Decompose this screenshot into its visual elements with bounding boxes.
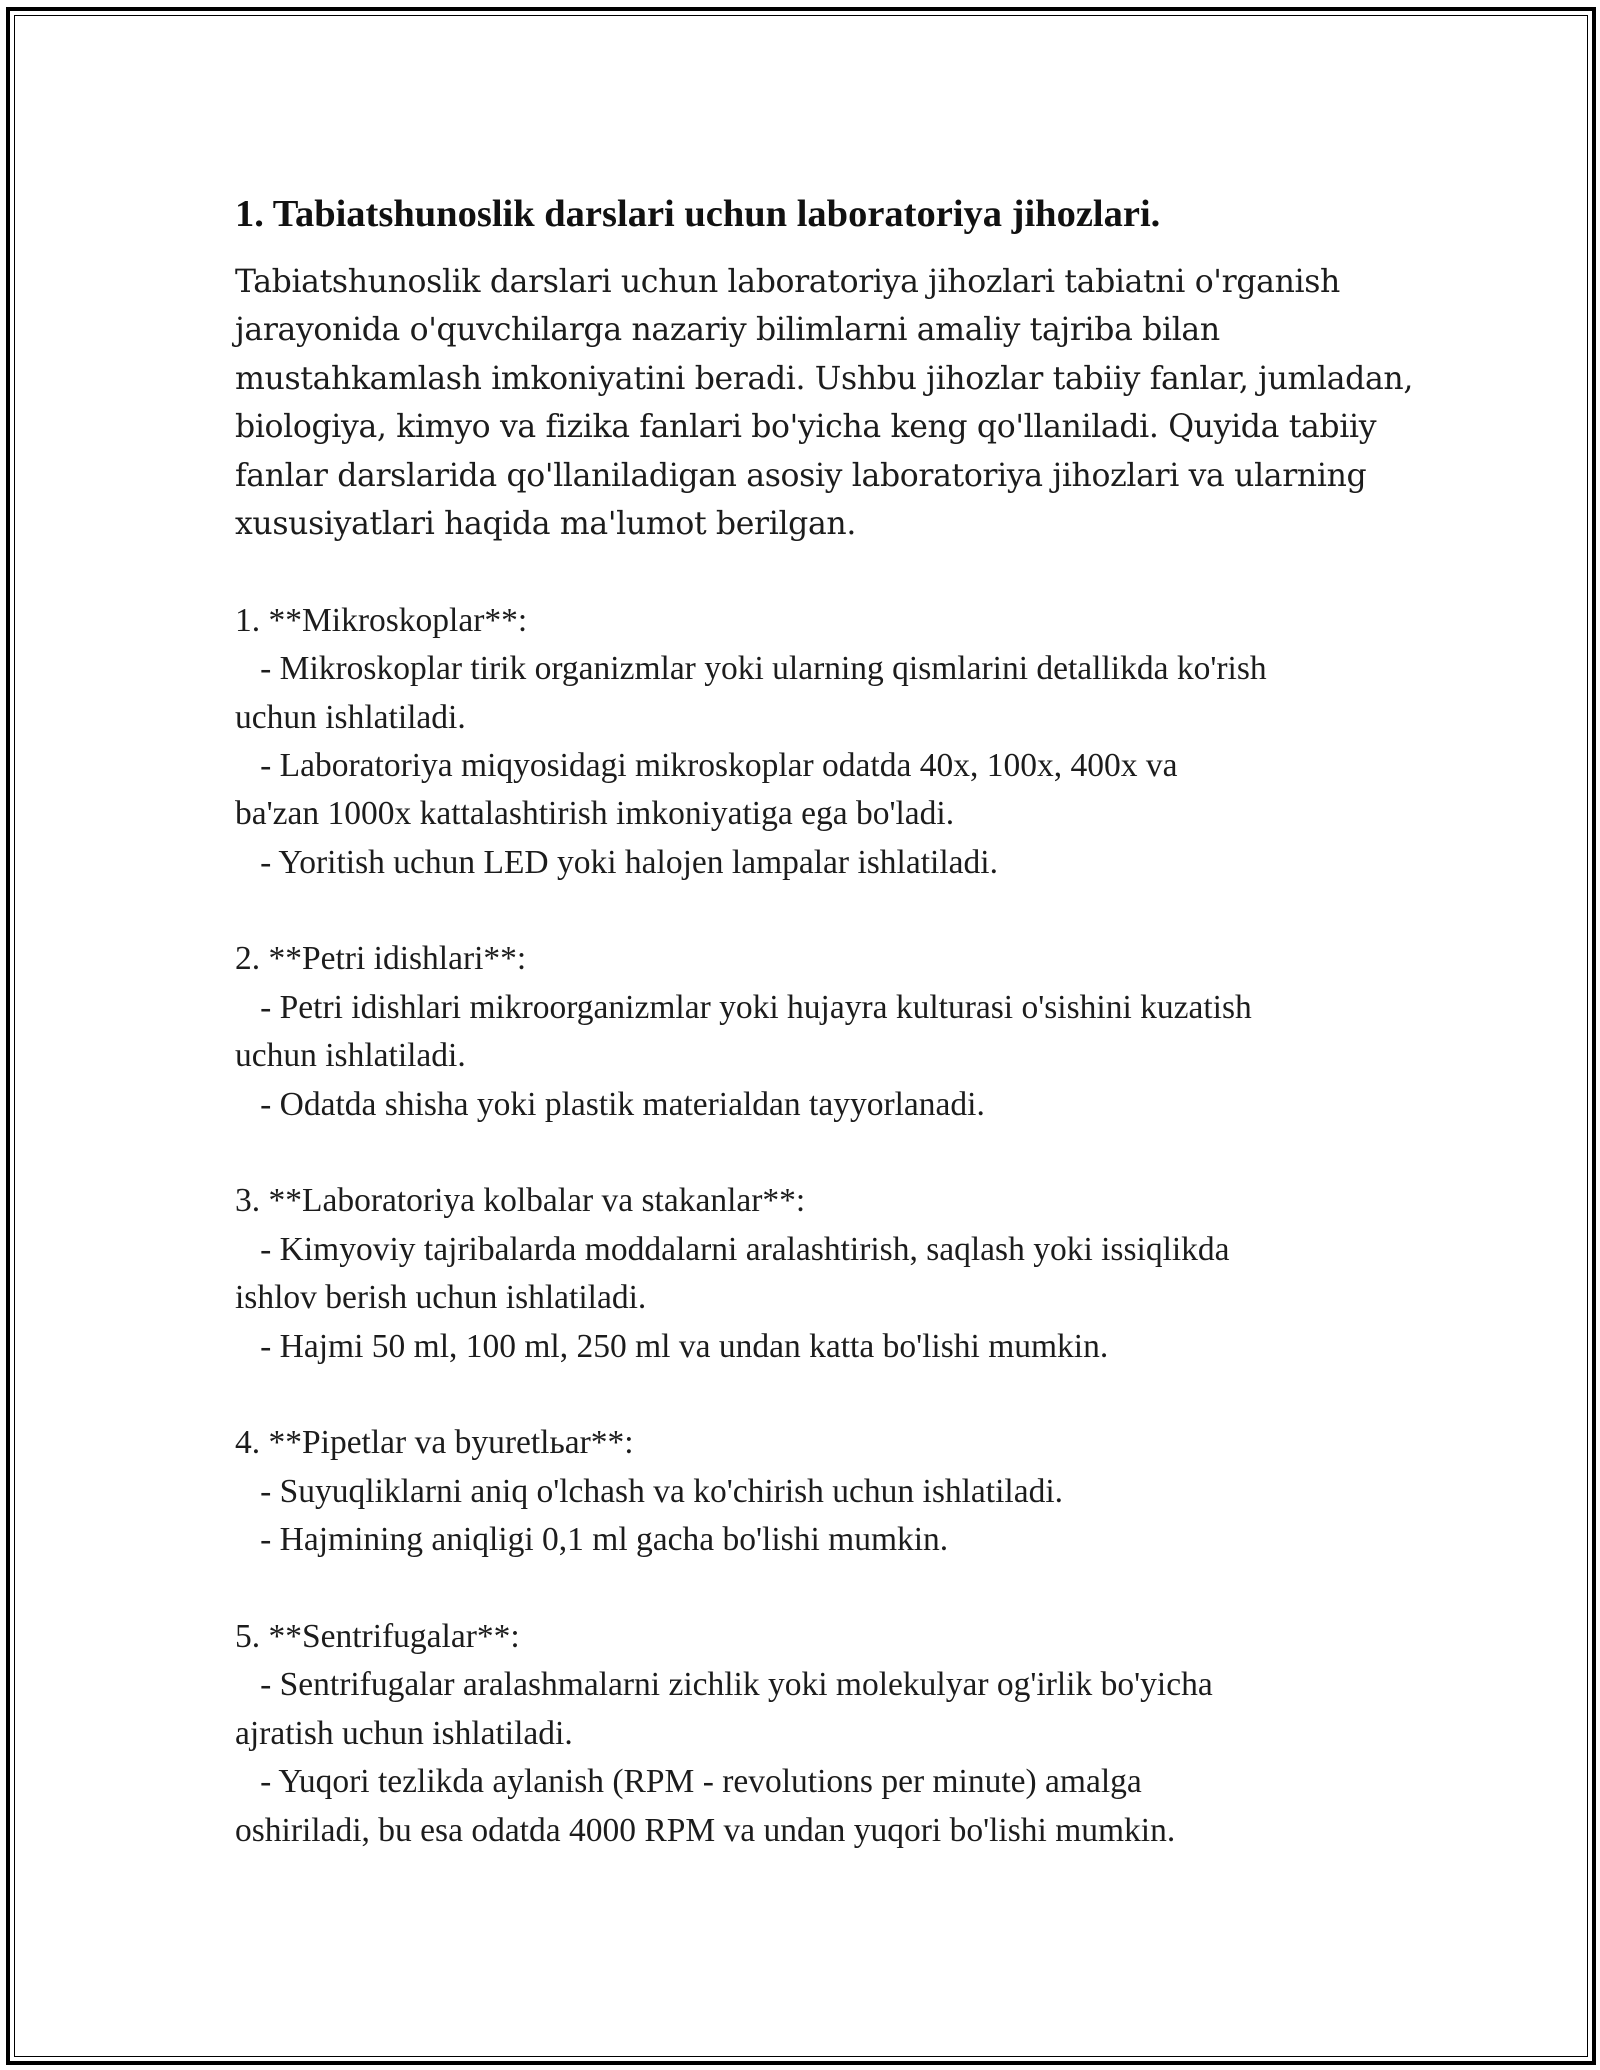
- document-body: [235, 258, 1414, 1855]
- intro-line: xususiyatlari haqida ma'lumot berilgan.: [235, 505, 857, 542]
- section-line: - Laboratoriya miqyosidagi mikroskoplar odatda 40x, 100x, 400x va: [235, 746, 1178, 784]
- paragraph-spacer: [235, 1371, 1385, 1419]
- document-title: 1. Tabiatshunoslik darslari uchun laboratoriya jihozlari.: [235, 193, 1161, 235]
- intro-line: biologiya, kimyo va fizika fanlari bo'yicha keng qo'llaniladi. Quyida tabiiy: [235, 409, 1377, 446]
- section-line: - Odatda shisha yoki plastik materialdan tayyorlanadi.: [235, 1085, 985, 1123]
- section-line: uchun ishlatiladi.: [235, 698, 466, 736]
- section-line: - Hajmining aniqligi 0,1 ml gacha bo'lishi mumkin.: [235, 1521, 949, 1559]
- section-line: - Kimyoviy tajribalarda moddalarni aralashtirish, saqlash yoki issiqlikda: [235, 1230, 1230, 1268]
- intro-line: mustahkamlash imkoniyatini beradi. Ushbu jihozlar tabiiy fanlar, jumladan,: [235, 360, 1414, 397]
- section-line: uchun ishlatiladi.: [235, 1037, 466, 1075]
- section-heading: 2. **Petri idishlari**:: [235, 940, 527, 978]
- paragraph-spacer: [235, 548, 1385, 596]
- intro-paragraph: [235, 258, 1414, 548]
- section-heading: 5. **Sentrifugalar**:: [235, 1617, 520, 1655]
- section-petri-dishes: [235, 935, 1385, 1129]
- section-line: - Suyuqliklarni aniq o'lchash va ko'chirish uchun ishlatiladi.: [235, 1472, 1064, 1510]
- section-heading: 4. **Pipetlar va byuretlьar**:: [235, 1424, 634, 1462]
- paragraph-spacer: [235, 1129, 1385, 1177]
- section-line: - Yoritish uchun LED yoki halojen lampalar ishlatiladi.: [235, 843, 998, 881]
- section-line: - Petri idishlari mikroorganizmlar yoki hujayra kulturasi o'sishini kuzatish: [235, 988, 1252, 1026]
- section-flasks-beakers: [235, 1177, 1385, 1371]
- section-line: ba'zan 1000x kattalashtirish imkoniyatiga ega bo'ladi.: [235, 795, 955, 833]
- section-line: - Sentrifugalar aralashmalarni zichlik yoki molekulyar og'irlik bo'yicha: [235, 1666, 1213, 1704]
- section-microscopes: [235, 597, 1385, 887]
- section-line: ishlov berish uchun ishlatiladi.: [235, 1279, 647, 1317]
- paragraph-spacer: [235, 887, 1385, 935]
- section-heading: 3. **Laboratoriya kolbalar va stakanlar**:: [235, 1182, 806, 1220]
- intro-line: jarayonida o'quvchilarga nazariy bilimlarni amaliy tajriba bilan: [235, 312, 1220, 349]
- section-heading: 1. **Mikroskoplar**:: [235, 601, 528, 639]
- section-centrifuges: [235, 1613, 1385, 1855]
- section-line: oshiriladi, bu esa odatda 4000 RPM va undan yuqori bo'lishi mumkin.: [235, 1811, 1176, 1849]
- section-line: - Hajmi 50 ml, 100 ml, 250 ml va undan katta bo'lishi mumkin.: [235, 1327, 1109, 1365]
- section-line: - Mikroskoplar tirik organizmlar yoki ularning qismlarini detallikda ko'rish: [235, 650, 1267, 688]
- document-content: [235, 190, 1414, 1855]
- paragraph-spacer: [235, 1565, 1385, 1613]
- section-line: ajratish uchun ishlatiladi.: [235, 1714, 573, 1752]
- section-pipettes-burettes: [235, 1419, 1385, 1564]
- intro-line: fanlar darslarida qo'llaniladigan asosiy laboratoriya jihozlari va ularning: [235, 457, 1367, 494]
- intro-line: Tabiatshunoslik darslari uchun laboratoriya jihozlari tabiatni o'rganish: [235, 264, 1340, 300]
- section-line: - Yuqori tezlikda aylanish (RPM - revolutions per minute) amalga: [235, 1763, 1142, 1801]
